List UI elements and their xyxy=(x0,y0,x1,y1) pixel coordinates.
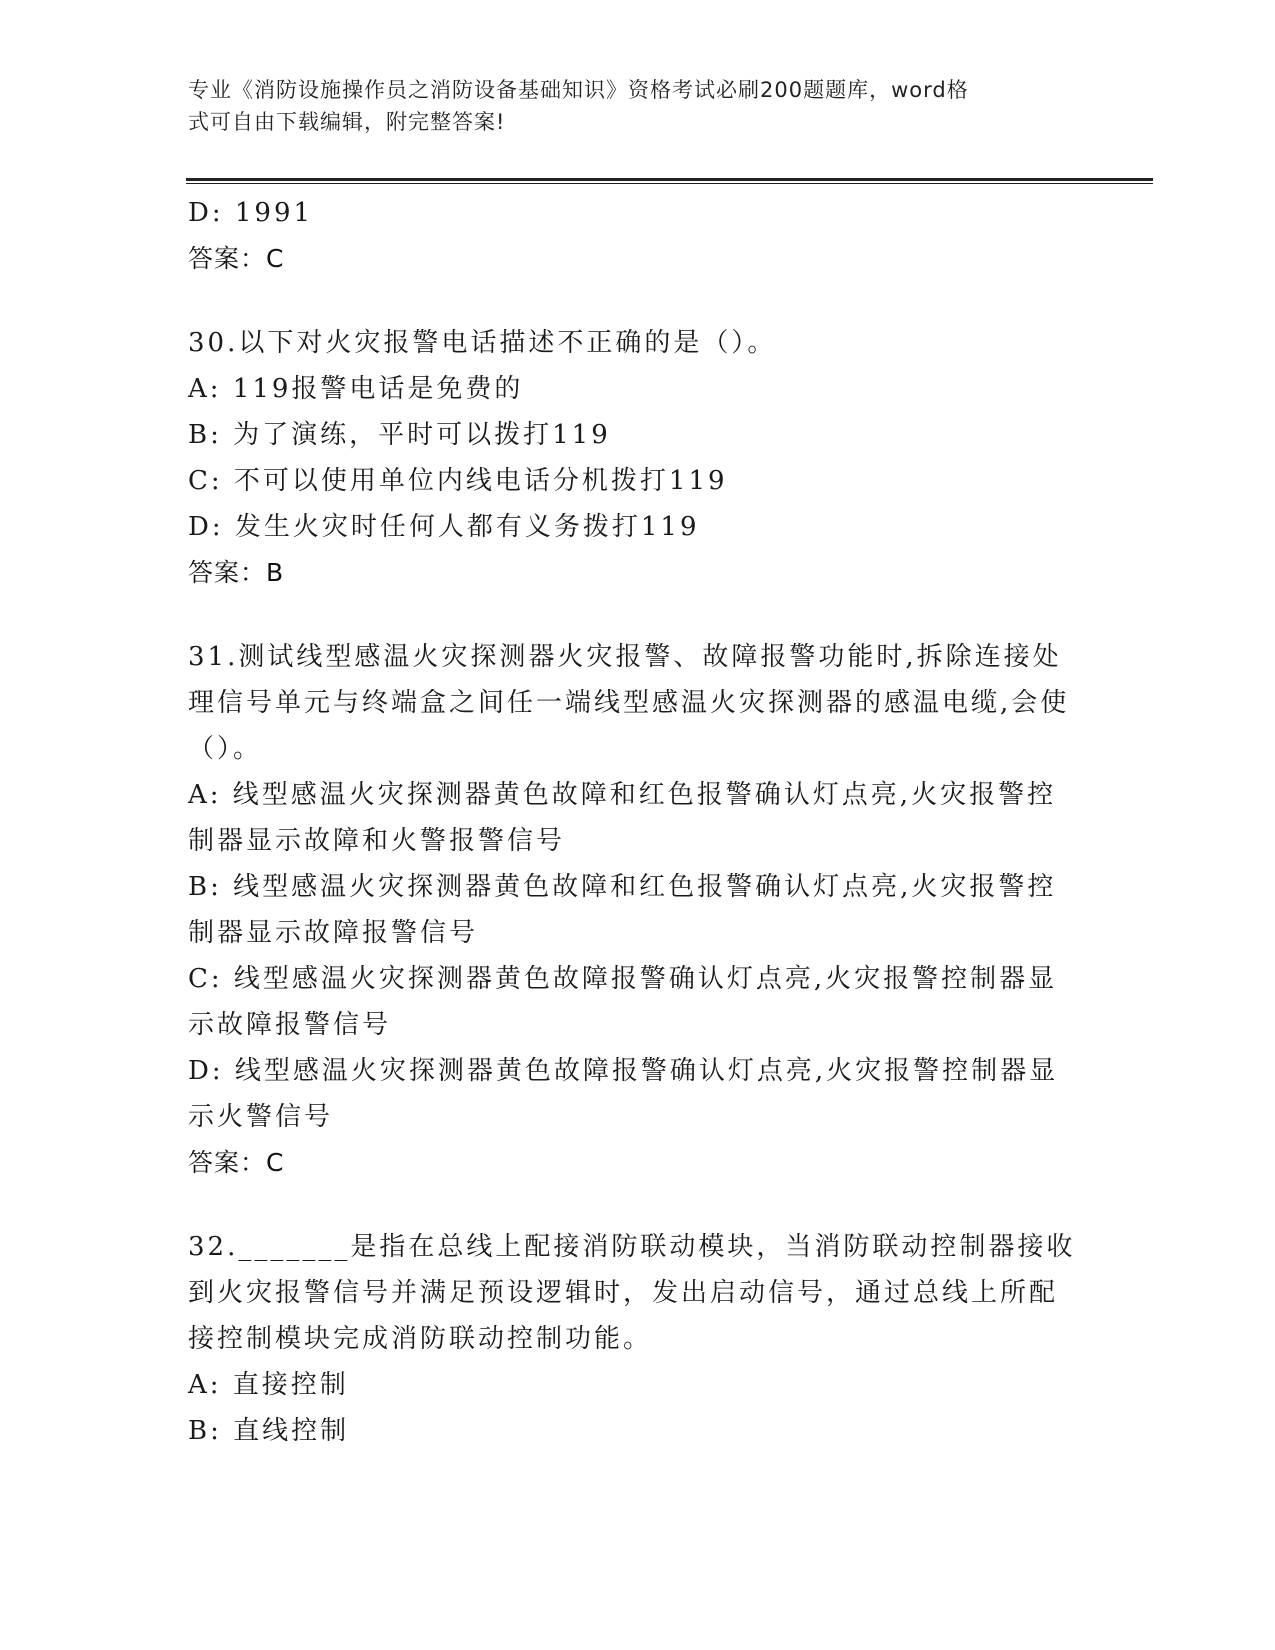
header-divider-thick xyxy=(186,178,1153,181)
option-a-line-2: 制器显示故障和火警报警信号 xyxy=(188,826,566,856)
option-c-line-2: 示故障报警信号 xyxy=(188,1010,392,1040)
option-d-line-1: D: 线型感温火灾探测器黄色故障报警确认灯点亮,火灾报警控制器显 xyxy=(188,1056,1059,1086)
option-b: B: 为了演练，平时可以拨打119 xyxy=(188,420,611,450)
question-31 xyxy=(188,634,1088,1186)
option-d: D: 1991 xyxy=(188,198,314,228)
question-stem-line-3: 接控制模块完成消防联动控制功能。 xyxy=(188,1324,653,1354)
question-29-tail xyxy=(188,190,1088,282)
option-d: D: 发生火灾时任何人都有义务拨打119 xyxy=(188,512,700,542)
document-header xyxy=(188,74,1068,138)
option-b-line-1: B: 线型感温火灾探测器黄色故障和红色报警确认灯点亮,火灾报警控 xyxy=(188,872,1057,902)
header-title-line-2: 式可自由下载编辑，附完整答案! xyxy=(188,110,506,134)
answer-line: 答案：B xyxy=(188,558,285,587)
question-stem-line-2: 理信号单元与终端盒之间任一端线型感温火灾探测器的感温电缆,会使 xyxy=(188,688,1070,718)
document-body xyxy=(188,190,1088,1454)
answer-line: 答案：C xyxy=(188,1148,285,1177)
option-d-line-2: 示火警信号 xyxy=(188,1102,334,1132)
question-stem-line-3: （）。 xyxy=(188,734,263,764)
question-32 xyxy=(188,1224,1088,1454)
question-30 xyxy=(188,320,1088,596)
option-b: B: 直线控制 xyxy=(188,1416,350,1446)
question-stem: 30.以下对火灾报警电话描述不正确的是（）。 xyxy=(188,328,777,358)
option-b-line-2: 制器显示故障报警信号 xyxy=(188,918,479,948)
question-stem-line-1: 32._______是指在总线上配接消防联动模块，当消防联动控制器接收 xyxy=(188,1232,1076,1262)
option-a: A: 119报警电话是免费的 xyxy=(188,374,524,404)
header-title-line-1: 专业《消防设施操作员之消防设备基础知识》资格考试必刷200题题库，word格 xyxy=(188,78,969,102)
option-c-line-1: C: 线型感温火灾探测器黄色故障报警确认灯点亮,火灾报警控制器显 xyxy=(188,964,1058,994)
question-stem-line-2: 到火灾报警信号并满足预设逻辑时，发出启动信号，通过总线上所配 xyxy=(188,1278,1059,1308)
option-a-line-1: A: 线型感温火灾探测器黄色故障和红色报警确认灯点亮,火灾报警控 xyxy=(188,780,1057,810)
option-c: C: 不可以使用单位内线电话分机拨打119 xyxy=(188,466,728,496)
header-divider-thin xyxy=(186,183,1153,184)
answer-line: 答案：C xyxy=(188,244,285,273)
question-stem-line-1: 31.测试线型感温火灾探测器火灾报警、故障报警功能时,拆除连接处 xyxy=(188,642,1062,672)
option-a: A: 直接控制 xyxy=(188,1370,349,1400)
